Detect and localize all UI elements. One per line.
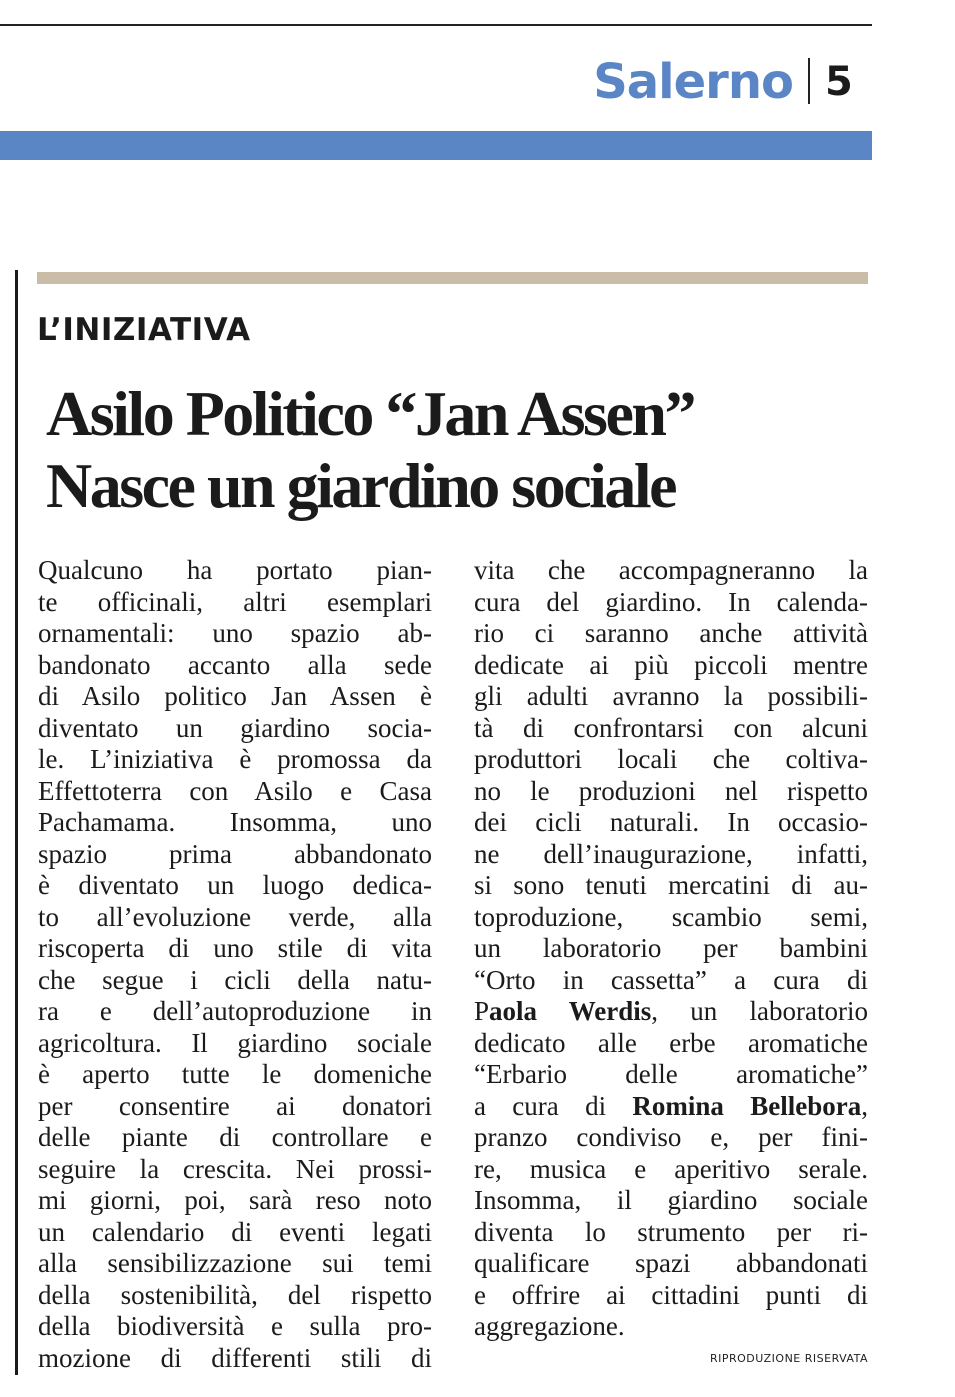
copyright-note: RIPRODUZIONE RISERVATA bbox=[709, 1352, 868, 1365]
headline-line-2: Nasce un giardino sociale bbox=[46, 450, 676, 521]
credit-prefix: P bbox=[474, 996, 490, 1026]
text-line: pranzo condiviso e, per fini- bbox=[474, 1122, 868, 1152]
text-line: rio ci saranno anche attività bbox=[474, 618, 868, 648]
text-line: un laboratorio per bambini bbox=[474, 933, 868, 963]
credit-suffix: , bbox=[861, 1090, 868, 1121]
article-top-band bbox=[37, 272, 868, 284]
text-line: “Orto in cassetta” a cura di bbox=[474, 964, 868, 995]
text-line: agricoltura. Il giardino sociale bbox=[38, 1027, 432, 1058]
page-number: 5 bbox=[825, 59, 853, 105]
text-line: della sostenibilità, del rispetto bbox=[38, 1279, 432, 1310]
text-line: Insomma, il giardino sociale bbox=[474, 1185, 868, 1215]
text-line: diventa lo strumento per ri- bbox=[474, 1216, 868, 1247]
text-line: ne dell’inaugurazione, infatti, bbox=[474, 838, 868, 869]
text-line: riscoperta di uno stile di vita bbox=[38, 933, 432, 963]
text-line: vita che accompagneranno la bbox=[474, 555, 868, 585]
credit-name-romina-bellebora: Romina Bellebora bbox=[632, 1090, 862, 1121]
text-line: “Erbario delle aromatiche” bbox=[474, 1059, 868, 1089]
text-line: Pachamama. Insomma, uno bbox=[38, 807, 432, 837]
article-left-rule bbox=[15, 270, 18, 1375]
text-line: mozione di differenti stili di bbox=[38, 1342, 432, 1373]
text-line: per consentire ai donatori bbox=[38, 1090, 432, 1121]
article-kicker: L’INIZIATIVA bbox=[37, 312, 251, 348]
text-line: qualificare spazi abbandonati bbox=[474, 1248, 868, 1278]
text-line: le. L’iniziativa è promossa da bbox=[38, 744, 432, 774]
text-line: gli adulti avranno la possibili- bbox=[474, 681, 868, 711]
text-line: dedicate ai più piccoli mentre bbox=[474, 649, 868, 680]
section-name: Salerno bbox=[593, 54, 793, 110]
text-line-credit-romina bbox=[474, 1091, 868, 1123]
text-line: che segue i cicli della natu- bbox=[38, 964, 432, 995]
text-line: spazio prima abbandonato bbox=[38, 838, 432, 869]
article-headline bbox=[46, 378, 876, 522]
text-line: tà di confrontarsi con alcuni bbox=[474, 712, 868, 743]
text-line: mi giorni, poi, sarà reso noto bbox=[38, 1185, 432, 1215]
text-line: di Asilo politico Jan Assen è bbox=[38, 681, 432, 711]
text-line: seguire la crescita. Nei prossi- bbox=[38, 1153, 432, 1184]
top-rule bbox=[0, 24, 872, 26]
text-line: to all’evoluzione verde, alla bbox=[38, 901, 432, 932]
text-line: è diventato un luogo dedica- bbox=[38, 870, 432, 900]
text-line: diventato un giardino socia- bbox=[38, 712, 432, 743]
article-column-1 bbox=[38, 555, 432, 1374]
article-column-2 bbox=[474, 555, 868, 1343]
text-line: è aperto tutte le domeniche bbox=[38, 1059, 432, 1089]
credit-suffix: , un laboratorio bbox=[651, 996, 868, 1026]
credit-name-paola-werdis: aola Werdis bbox=[489, 996, 652, 1026]
headline-line-1: Asilo Politico “Jan Assen” bbox=[46, 378, 694, 449]
text-line: bandonato accanto alla sede bbox=[38, 649, 432, 680]
text-line: Effettoterra con Asilo e Casa bbox=[38, 775, 432, 806]
text-line: ornamentali: uno spazio ab- bbox=[38, 618, 432, 648]
text-line: dei cicli naturali. In occasio- bbox=[474, 807, 868, 837]
text-line: no le produzioni nel rispetto bbox=[474, 775, 868, 806]
section-separator bbox=[808, 58, 810, 104]
text-line: aggregazione. bbox=[474, 1311, 625, 1341]
text-line: della biodiversità e sulla pro- bbox=[38, 1311, 432, 1341]
text-line: cura del giardino. In calenda- bbox=[474, 586, 868, 617]
text-line: Qualcuno ha portato pian- bbox=[38, 555, 432, 585]
text-line: dedicato alle erbe aromatiche bbox=[474, 1027, 868, 1058]
text-line: si sono tenuti mercatini di au- bbox=[474, 870, 868, 900]
text-line: ra e dell’autoproduzione in bbox=[38, 996, 432, 1026]
text-line: alla sensibilizzazione sui temi bbox=[38, 1248, 432, 1278]
header-band bbox=[0, 131, 872, 160]
text-line: toproduzione, scambio semi, bbox=[474, 901, 868, 932]
text-line: te officinali, altri esemplari bbox=[38, 586, 432, 617]
text-line: produttori locali che coltiva- bbox=[474, 744, 868, 774]
text-line: delle piante di controllare e bbox=[38, 1122, 432, 1152]
text-line-credit-paola bbox=[474, 996, 868, 1028]
text-line: re, musica e aperitivo serale. bbox=[474, 1153, 868, 1184]
text-line: un calendario di eventi legati bbox=[38, 1216, 432, 1247]
text-line: e offrire ai cittadini punti di bbox=[474, 1279, 868, 1310]
credit-prefix: a cura di bbox=[474, 1090, 633, 1121]
